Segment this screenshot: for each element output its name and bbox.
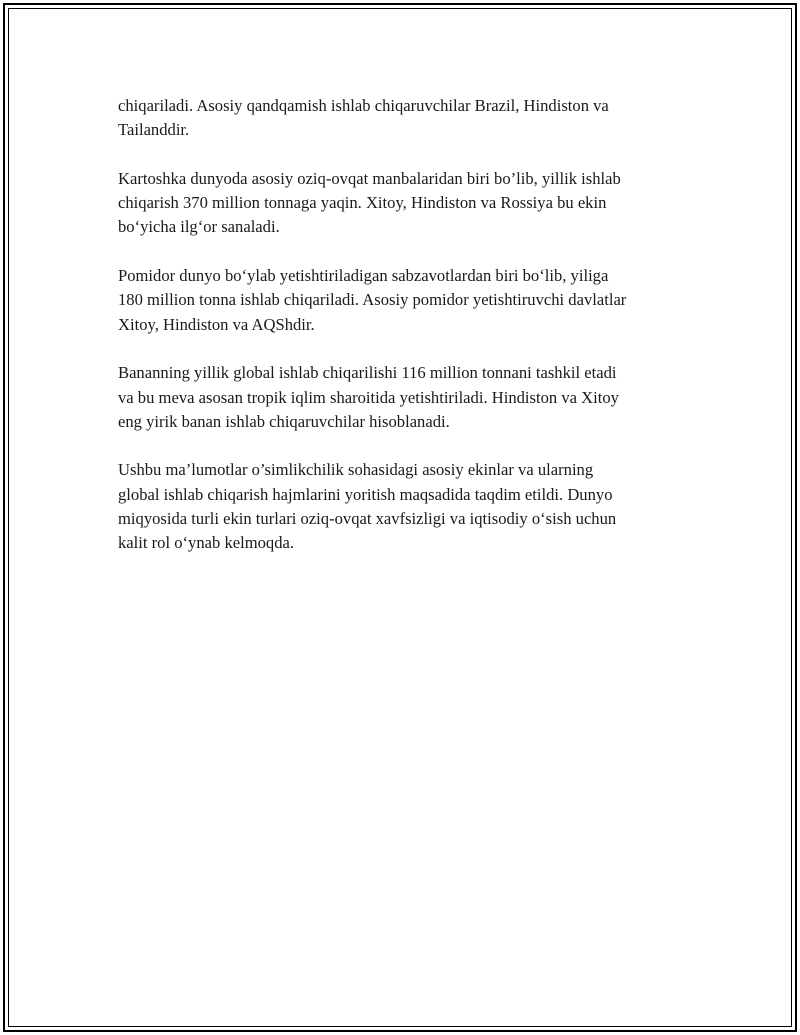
paragraph-potato: Kartoshka dunyoda asosiy oziq-ovqat manbalaridan biri bo’lib, yillik ishlab chiqarish 370 million tonnaga yaqin. Xitoy, Hindiston va Rossiya bu ekin bo‘yicha ilg‘or sanaladi. (118, 168, 621, 237)
paragraph-banana: Bananning yillik global ishlab chiqarilishi 116 million tonnani tashkil etadi va bu meva asosan tropik iqlim sharoitida yetishtiriladi. Hindiston va Xitoy eng yirik banan ishlab chiqaruvchilar hisoblanadi. (118, 363, 619, 431)
paragraph-tomato: Pomidor dunyo bo‘ylab yetishtiriladigan sabzavotlardan biri bo‘lib, yiliga 180 million tonna ishlab chiqariladi. Asosiy pomidor yetishtiruvchi davlatlar Xitoy, Hindiston va AQShdir. (118, 266, 627, 334)
paragraph-sugarcane-continuation: chiqariladi. Asosiy qandqamish ishlab chiqaruvchilar Brazil, Hindiston va Tailanddir. (118, 96, 609, 140)
paragraph-conclusion: Ushbu ma’lumotlar o’simlikchilik sohasidagi asosiy ekinlar va ularning global ishlab chiqarish hajmlarini yoritish maqsadida taqdim etildi. Dunyo miqyosida turli ekin turlari oziq-ovqat xavfsizligi va iqtisodiy o‘sish uchun kalit rol o‘ynab kelmoqda. (118, 460, 617, 553)
document-body (118, 94, 686, 580)
